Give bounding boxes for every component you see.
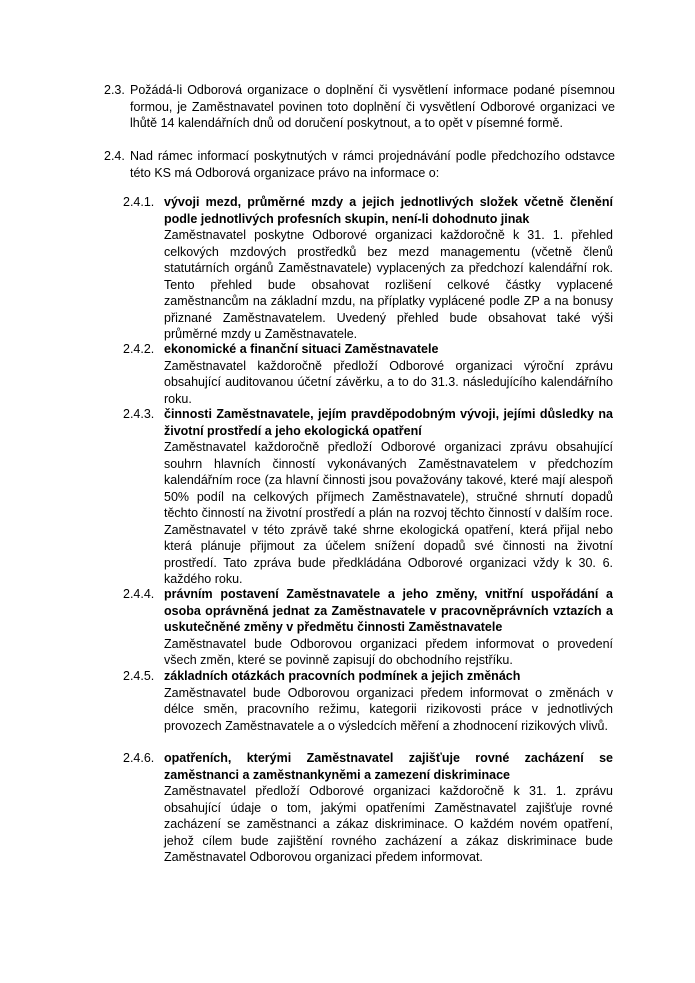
item-number: 2.4.5.	[123, 669, 155, 683]
item-heading: opatřeních, kterými Zaměstnavatel zajišťuje rovné zacházení se zaměstnanci a zaměstnankyněmi a zamezení diskriminace	[164, 751, 613, 782]
item-text: Zaměstnavatel poskytne Odborové organizaci každoročně k 31. 1. přehled celkových mzdových prostředků bez mezd managementu (včetně členů statutárních orgánů Zaměstnavatele) vyplacených za předchozí kalendářní rok. Tento přehled bude obsahovat rozlišení celkové částky vyplacené zaměstnancům na základní mzdu, na příplatky vyplácené podle ZP a na bonusy přiznané Zaměstnavatelem. Uvedený přehled bude obsahovat také výši průměrné mzdy u Zaměstnavatele.	[164, 228, 613, 341]
item-number: 2.4.6.	[123, 751, 155, 765]
paragraph-number: 2.4.	[104, 149, 125, 163]
paragraph-2-4	[104, 148, 615, 181]
paragraph-text: Nad rámec informací poskytnutých v rámci projednávání podle předchozího odstavce této KS má Odborová organizace právo na informace o:	[130, 149, 615, 180]
item-text: Zaměstnavatel každoročně předloží Odborové organizaci zprávu obsahující souhrn hlavních činností vykonávaných Zaměstnavatelem v předchozím kalendářním roce (za hlavní činnosti jsou považovány takové, které mají alespoň 50% podíl na celkových příjmech Zaměstnavatele), stručné shrnutí dopadů těchto činností na životní prostředí a plán na rozvoj těchto činností v dalším roce. Zaměstnavatel v této zprávě také shrne ekologická opatření, která přijal nebo která plánuje přijmout za účelem snížení dopadů své činnosti na životní prostředí. Tato zpráva bude předkládána Odborové organizaci vždy k 30. 6. každého roku.	[164, 440, 613, 586]
item-heading: činnosti Zaměstnavatele, jejím pravděpodobným vývoji, jejími důsledky na životní prostředí a jeho ekologická opatření	[164, 407, 613, 438]
item-heading: ekonomické a finanční situaci Zaměstnavatele	[164, 342, 439, 356]
item-2-4-5	[123, 668, 613, 734]
item-2-4-4	[123, 586, 613, 669]
item-heading: vývoji mezd, průměrné mzdy a jejich jednotlivých složek včetně členění podle jednotlivých profesních skupin, není-li dohodnuto jinak	[164, 195, 613, 226]
item-text: Zaměstnavatel každoročně předloží Odborové organizaci výroční zprávu obsahující auditovanou účetní závěrku, a to do 31.3. následujícího kalendářního roku.	[164, 358, 613, 406]
item-text: Zaměstnavatel bude Odborovou organizaci předem informovat o provedení všech změn, které se povinně zapisují do obchodního rejstříku.	[164, 636, 613, 667]
item-number: 2.4.4.	[123, 587, 155, 601]
item-number: 2.4.1.	[123, 195, 155, 209]
item-text: Zaměstnavatel předloží Odborové organizaci každoročně k 31. 1. zprávu obsahující údaje o tom, jakými opatřeními Zaměstnavatel zajišťuje rovné zacházení se zaměstnanci a zákaz diskriminace. O každém novém opatření, jehož cílem bude zajištění rovného zacházení a zákaz diskriminace bude Zaměstnavatel Odborovou organizaci předem informovat.	[164, 784, 613, 864]
item-2-4-3	[123, 406, 613, 588]
item-text: Zaměstnavatel bude Odborovou organizaci předem informovat o změnách v délce směn, pracovního režimu, kategorii rizikovosti práce v jednotlivých provozech Zaměstnavatele a o výsledcích měření a zhodnocení rizikových vlivů.	[164, 685, 613, 733]
item-number: 2.4.3.	[123, 407, 155, 421]
item-number: 2.4.2.	[123, 342, 155, 356]
item-2-4-6	[123, 750, 613, 866]
item-2-4-1	[123, 194, 613, 343]
item-heading: základních otázkách pracovních podmínek a jejich změnách	[164, 669, 521, 683]
item-heading: právním postavení Zaměstnavatele a jeho změny, vnitřní uspořádání a osoba oprávněná jednat za Zaměstnavatele v pracovněprávních vztazích a uskutečněné změny v předmětu činnosti Zaměstnavatele	[164, 587, 613, 634]
item-2-4-2	[123, 341, 613, 407]
paragraph-text: Požádá-li Odborová organizace o doplnění či vysvětlení informace podané písemnou formou, je Zaměstnavatel povinen toto doplnění či vysvětlení Odborové organizaci ve lhůtě 14 kalendářních dnů od doručení poskytnout, a to opět v písemné formě.	[130, 83, 615, 130]
paragraph-2-3	[104, 82, 615, 132]
paragraph-number: 2.3.	[104, 83, 125, 97]
